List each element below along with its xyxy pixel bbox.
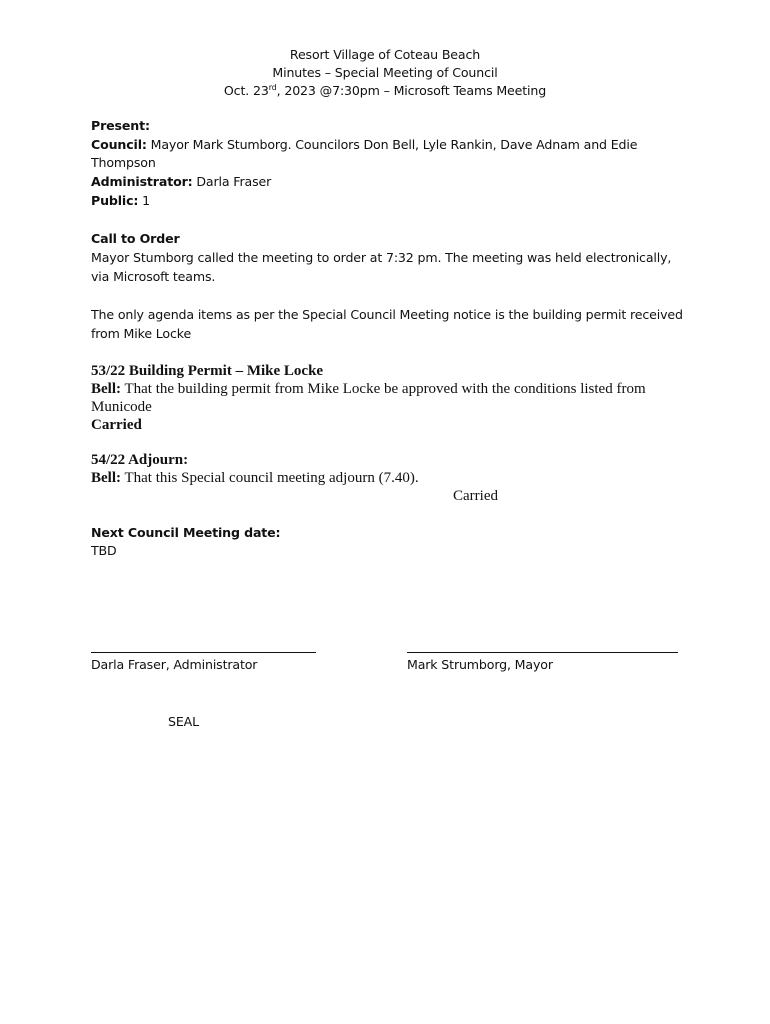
meeting-type: Minutes – Special Meeting of Council <box>272 65 498 80</box>
next-meeting-value: TBD <box>91 543 117 558</box>
motion-54-text: That this Special council meeting adjourn (7.40). <box>121 470 419 486</box>
call-to-order-heading: Call to Order <box>91 231 180 246</box>
meeting-date-suffix: rd <box>268 83 277 92</box>
public-label: Public: <box>91 193 139 208</box>
council-label: Council: <box>91 137 147 152</box>
motion-54-result: Carried <box>453 488 498 504</box>
agenda-note-line-1: The only agenda items as per the Special Council Meeting notice is the building permit received <box>91 307 683 322</box>
motion-54-heading: 54/22 Adjourn: <box>91 452 189 468</box>
present-heading: Present: <box>91 118 150 133</box>
meeting-date-prefix: Oct. 23 <box>223 83 269 98</box>
signature-mayor: Mark Strumborg, Mayor <box>407 657 553 672</box>
signature-line-right <box>407 652 678 653</box>
motion-53-line-2: Municode <box>91 399 152 415</box>
public-value: 1 <box>138 193 151 208</box>
administrator-line <box>91 173 271 191</box>
administrator-value: Darla Fraser <box>192 174 272 189</box>
motion-53-result: Carried <box>91 417 142 433</box>
council-members: Mayor Mark Stumborg. Councilors Don Bell, Lyle Rankin, Dave Adnam and Edie <box>146 137 638 152</box>
meeting-date <box>0 82 770 100</box>
motion-53-heading: 53/22 Building Permit – Mike Locke <box>91 363 324 379</box>
motion-53-text: That the building permit from Mike Locke be approved with the conditions listed from <box>121 381 646 397</box>
seal-label: SEAL <box>168 714 199 729</box>
signature-administrator: Darla Fraser, Administrator <box>91 657 258 672</box>
motion-54-line <box>91 469 419 487</box>
motion-53-mover: Bell: <box>91 381 121 397</box>
signature-line-left <box>91 652 316 653</box>
motion-54-mover: Bell: <box>91 470 121 486</box>
council-line-2: Thompson <box>91 155 156 170</box>
next-meeting-heading: Next Council Meeting date: <box>91 525 281 540</box>
motion-53-line-1 <box>91 380 646 398</box>
call-to-order-line-2: via Microsoft teams. <box>91 269 216 284</box>
org-name: Resort Village of Coteau Beach <box>289 47 481 62</box>
administrator-label: Administrator: <box>91 174 193 189</box>
council-line <box>91 136 637 154</box>
agenda-note-line-2: from Mike Locke <box>91 326 192 341</box>
meeting-date-rest: , 2023 @7:30pm – Microsoft Teams Meeting <box>276 83 547 98</box>
call-to-order-line-1: Mayor Stumborg called the meeting to order at 7:32 pm. The meeting was held electronically, <box>91 250 672 265</box>
public-line <box>91 192 150 210</box>
